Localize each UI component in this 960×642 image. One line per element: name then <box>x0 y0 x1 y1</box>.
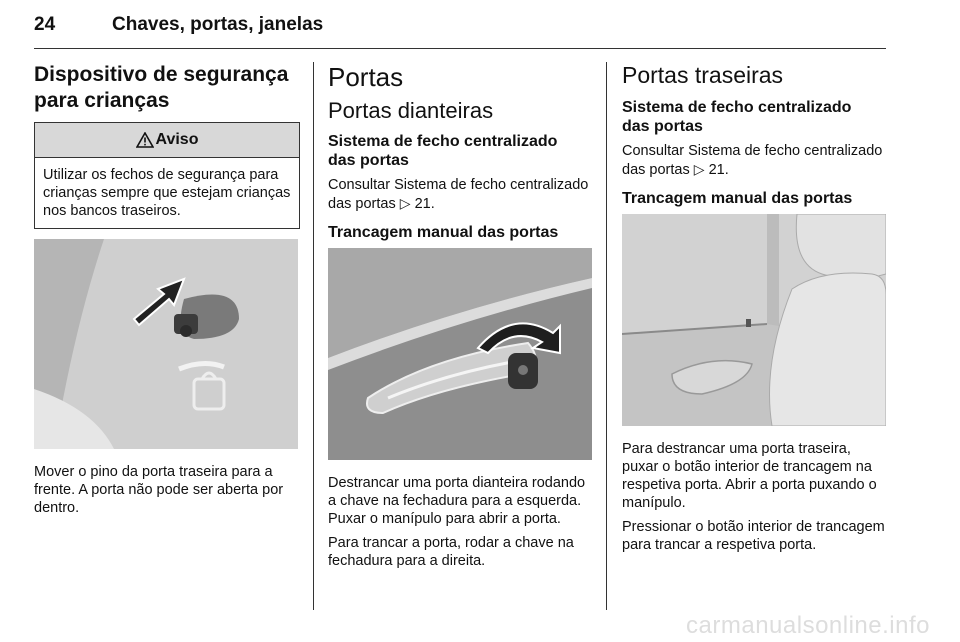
central-locking-ref: Consultar Sistema de fecho centralizado das portas ▷ 21. <box>328 177 589 212</box>
warning-triangle-icon <box>136 132 154 148</box>
section-title-rear-doors: Portas traseiras <box>622 62 784 88</box>
page-ref-arrow-icon: ▷ <box>693 161 705 177</box>
section-title-doors: Portas <box>328 62 404 92</box>
subtitle-front-doors: Portas dianteiras <box>328 98 494 123</box>
heading-central-locking: Sistema de fecho centralizado das portas <box>328 133 558 169</box>
page-ref-arrow-icon: ▷ <box>399 195 411 211</box>
front-door-caption-1: Destrancar uma porta dianteira rodando a chave na fechadura para a esquerda. Puxar o manípulo para abrir a porta. <box>328 475 586 527</box>
central-locking-ref-rear: Consultar Sistema de fecho centralizado das portas ▷ 21. <box>622 143 883 178</box>
column-front-doors <box>328 62 592 576</box>
column-divider-2 <box>606 62 607 610</box>
page-header <box>34 14 886 48</box>
heading-manual-locking: Trancagem manual das portas <box>328 224 559 241</box>
header-rule <box>34 48 886 49</box>
central-locking-ref-page-rear: 21. <box>708 162 729 178</box>
column-child-safety <box>34 62 300 523</box>
heading-central-locking-rear: Sistema de fecho centralizado das portas <box>622 99 852 135</box>
column-divider-1 <box>313 62 314 610</box>
child-lock-illustration <box>34 239 298 449</box>
central-locking-ref-page: 21. <box>414 196 435 212</box>
child-lock-caption: Mover o pino da porta traseira para a frente. A porta não pode ser aberta por dentro. <box>34 464 284 516</box>
heading-manual-locking-rear: Trancagem manual das portas <box>622 190 853 207</box>
warning-text: Utilizar os fechos de segurança para crianças sempre que estejam crianças nos bancos traseiros. <box>43 167 291 219</box>
page-number: 24 <box>34 14 56 35</box>
warning-header <box>35 123 299 158</box>
watermark: carmanualsonline.info <box>686 612 930 639</box>
section-title-child-safety: Dispositivo de segurança para crianças <box>34 63 289 112</box>
warning-box <box>34 122 300 229</box>
warning-title: Aviso <box>155 131 199 148</box>
rear-door-caption-1: Para destrancar uma porta traseira, puxar o botão interior de trancagem na respetiva porta. Abrir a porta puxando o manípulo. <box>622 441 877 511</box>
front-door-handle-illustration <box>328 248 592 460</box>
chapter-title: Chaves, portas, janelas <box>112 14 324 35</box>
rear-door-interior-illustration <box>622 214 886 426</box>
column-rear-doors <box>622 62 886 560</box>
front-door-caption-2: Para trancar a porta, rodar a chave na fechadura para a direita. <box>328 535 574 569</box>
rear-door-caption-2: Pressionar o botão interior de trancagem para trancar a respetiva porta. <box>622 519 885 553</box>
